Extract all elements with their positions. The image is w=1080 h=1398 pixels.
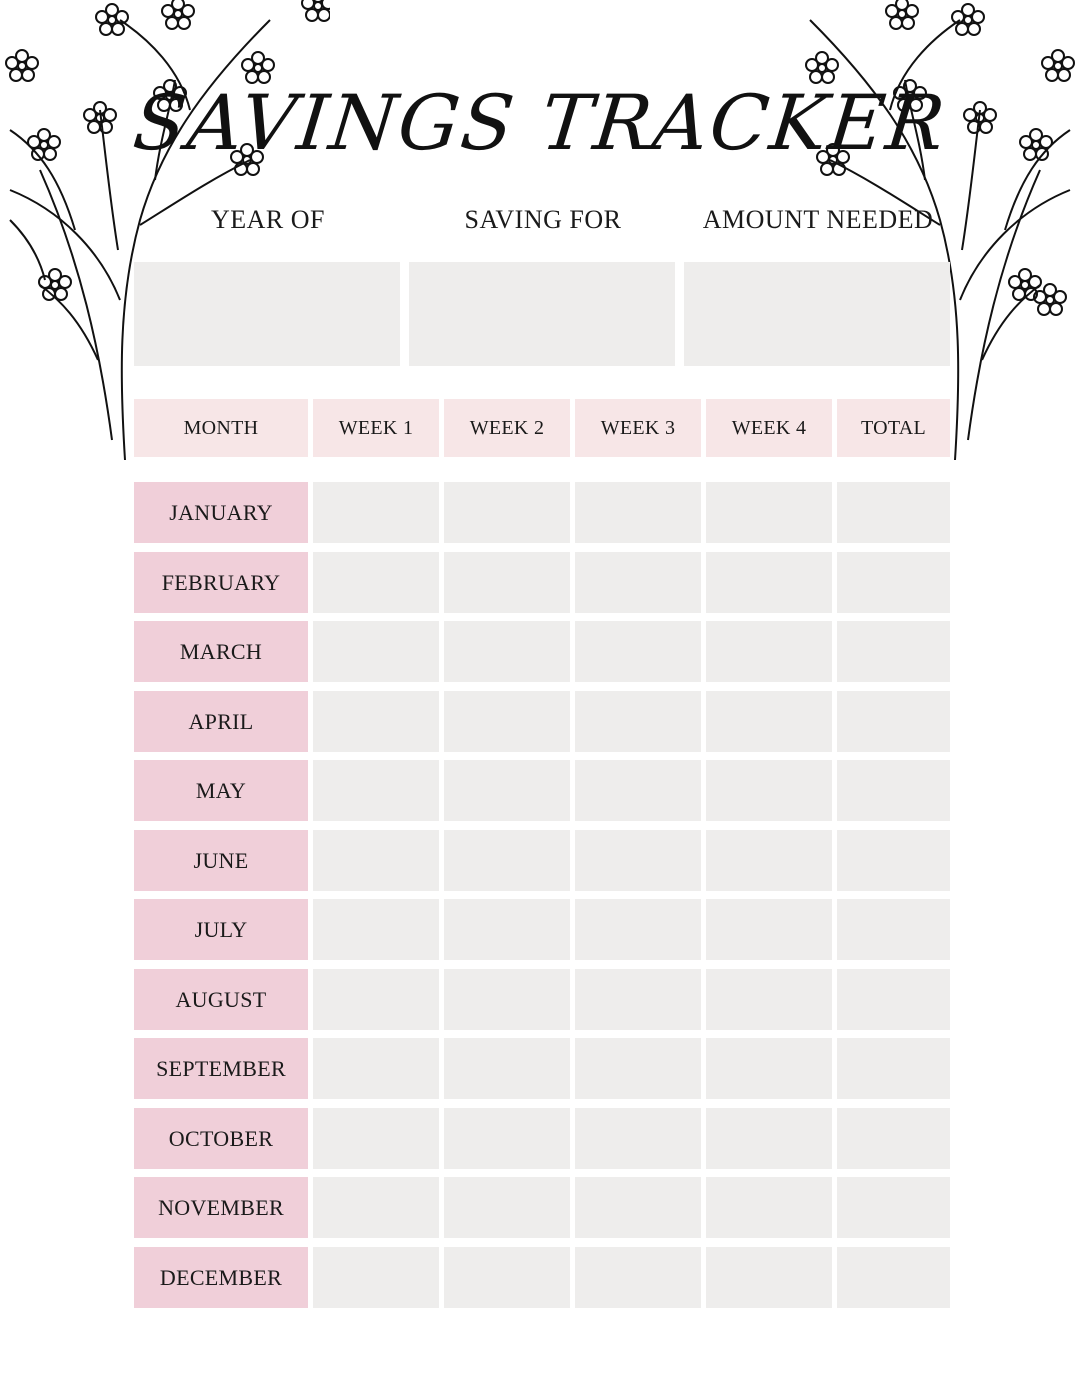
week-2-cell[interactable] [444, 552, 570, 613]
week-2-cell[interactable] [444, 691, 570, 752]
header-week-1: WEEK 1 [313, 399, 439, 457]
month-label: APRIL [134, 691, 308, 752]
week-1-cell[interactable] [313, 482, 439, 543]
total-cell[interactable] [837, 552, 950, 613]
month-label: MARCH [134, 621, 308, 682]
week-4-cell[interactable] [706, 621, 832, 682]
week-3-cell[interactable] [575, 899, 701, 960]
week-3-cell[interactable] [575, 969, 701, 1030]
week-3-cell[interactable] [575, 1177, 701, 1238]
header-week-2: WEEK 2 [444, 399, 570, 457]
table-row [0, 830, 1080, 891]
week-4-cell[interactable] [706, 482, 832, 543]
week-1-cell[interactable] [313, 621, 439, 682]
week-2-cell[interactable] [444, 969, 570, 1030]
month-label: JULY [134, 899, 308, 960]
week-3-cell[interactable] [575, 621, 701, 682]
amount-needed-label: AMOUNT NEEDED [702, 205, 934, 234]
total-cell[interactable] [837, 760, 950, 821]
week-1-cell[interactable] [313, 1038, 439, 1099]
week-1-cell[interactable] [313, 830, 439, 891]
week-3-cell[interactable] [575, 830, 701, 891]
month-label: SEPTEMBER [134, 1038, 308, 1099]
week-4-cell[interactable] [706, 1177, 832, 1238]
week-1-cell[interactable] [313, 760, 439, 821]
total-cell[interactable] [837, 621, 950, 682]
week-2-cell[interactable] [444, 899, 570, 960]
table-row [0, 621, 1080, 682]
week-4-cell[interactable] [706, 899, 832, 960]
saving-for-label: SAVING FOR [464, 205, 622, 234]
week-3-cell[interactable] [575, 760, 701, 821]
total-cell[interactable] [837, 969, 950, 1030]
week-3-cell[interactable] [575, 552, 701, 613]
saving-for-field[interactable] [409, 262, 675, 366]
week-1-cell[interactable] [313, 969, 439, 1030]
week-4-cell[interactable] [706, 969, 832, 1030]
amount-needed-field[interactable] [684, 262, 950, 366]
table-row [0, 899, 1080, 960]
total-cell[interactable] [837, 691, 950, 752]
week-3-cell[interactable] [575, 691, 701, 752]
table-row [0, 760, 1080, 821]
total-cell[interactable] [837, 1247, 950, 1308]
month-label: NOVEMBER [134, 1177, 308, 1238]
week-2-cell[interactable] [444, 830, 570, 891]
table-row [0, 1038, 1080, 1099]
week-1-cell[interactable] [313, 899, 439, 960]
page-title: SAVINGS TRACKER [129, 78, 951, 167]
total-cell[interactable] [837, 899, 950, 960]
month-label: JUNE [134, 830, 308, 891]
month-label: JANUARY [134, 482, 308, 543]
week-2-cell[interactable] [444, 482, 570, 543]
table-row [0, 969, 1080, 1030]
week-4-cell[interactable] [706, 1038, 832, 1099]
total-cell[interactable] [837, 1108, 950, 1169]
week-3-cell[interactable] [575, 1038, 701, 1099]
week-1-cell[interactable] [313, 1177, 439, 1238]
month-label: OCTOBER [134, 1108, 308, 1169]
total-cell[interactable] [837, 1038, 950, 1099]
year-of-field[interactable] [134, 262, 400, 366]
week-2-cell[interactable] [444, 1038, 570, 1099]
table-row [0, 1177, 1080, 1238]
week-2-cell[interactable] [444, 1177, 570, 1238]
total-cell[interactable] [837, 482, 950, 543]
total-cell[interactable] [837, 1177, 950, 1238]
table-row [0, 691, 1080, 752]
month-label: FEBRUARY [134, 552, 308, 613]
table-row [0, 1108, 1080, 1169]
table-row [0, 1247, 1080, 1308]
week-4-cell[interactable] [706, 1247, 832, 1308]
header-month: MONTH [134, 399, 308, 457]
week-4-cell[interactable] [706, 691, 832, 752]
year-of-label: YEAR OF [210, 205, 325, 234]
month-label: AUGUST [134, 969, 308, 1030]
week-4-cell[interactable] [706, 760, 832, 821]
table-row [0, 552, 1080, 613]
week-1-cell[interactable] [313, 1247, 439, 1308]
week-2-cell[interactable] [444, 760, 570, 821]
header-week-3: WEEK 3 [575, 399, 701, 457]
month-label: MAY [134, 760, 308, 821]
table-row [0, 482, 1080, 543]
week-1-cell[interactable] [313, 1108, 439, 1169]
week-2-cell[interactable] [444, 1108, 570, 1169]
total-cell[interactable] [837, 830, 950, 891]
week-1-cell[interactable] [313, 691, 439, 752]
month-label: DECEMBER [134, 1247, 308, 1308]
header-total: TOTAL [837, 399, 950, 457]
week-3-cell[interactable] [575, 1108, 701, 1169]
week-2-cell[interactable] [444, 1247, 570, 1308]
week-3-cell[interactable] [575, 482, 701, 543]
week-1-cell[interactable] [313, 552, 439, 613]
week-4-cell[interactable] [706, 1108, 832, 1169]
week-4-cell[interactable] [706, 830, 832, 891]
week-3-cell[interactable] [575, 1247, 701, 1308]
header-week-4: WEEK 4 [706, 399, 832, 457]
week-4-cell[interactable] [706, 552, 832, 613]
week-2-cell[interactable] [444, 621, 570, 682]
